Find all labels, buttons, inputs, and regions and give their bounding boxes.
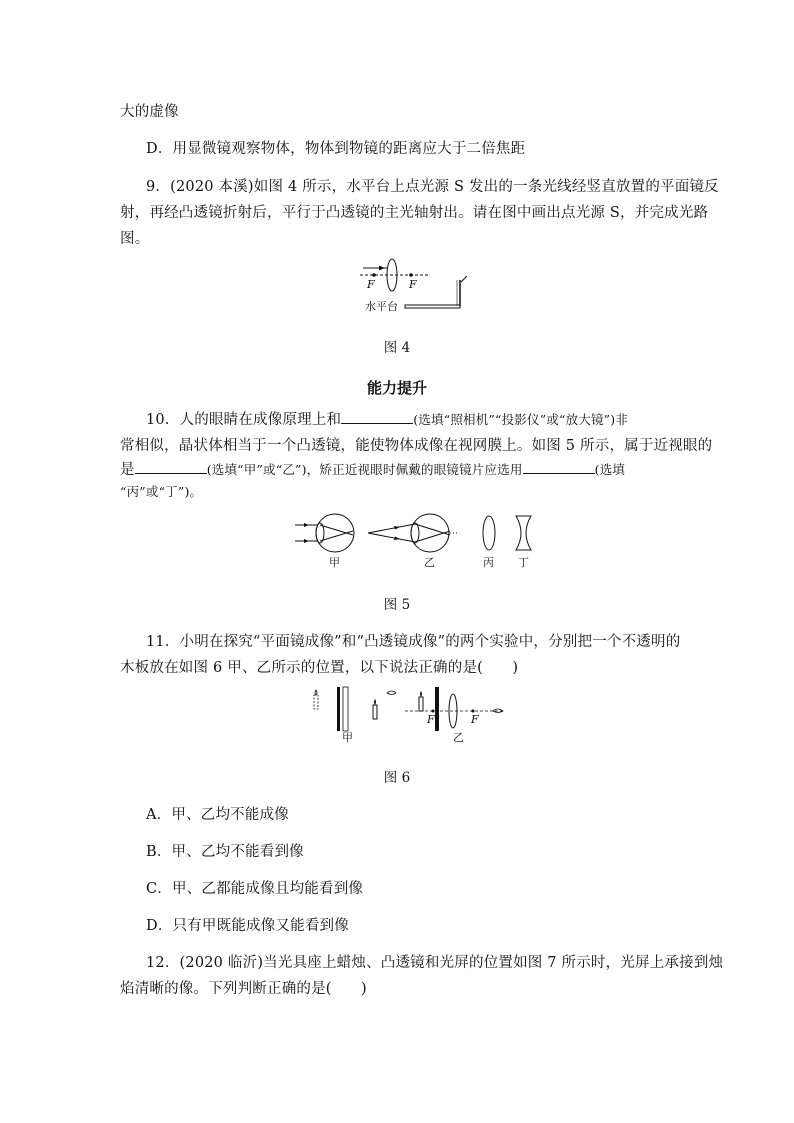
fig4-label-f2: F xyxy=(409,278,417,291)
fig6-label-yi: 乙 xyxy=(453,731,464,744)
fig5-label-jia: 甲 xyxy=(329,556,340,569)
section-heading: 能力提升 xyxy=(366,379,427,397)
mirror-hatch-mark xyxy=(461,276,467,282)
fig5-label-yi: 乙 xyxy=(424,556,435,569)
horizontal-table-shape xyxy=(405,305,460,308)
plane-mirror-shape xyxy=(337,687,340,731)
q11-option-d[interactable]: D．只有甲既能成像又能看到像 xyxy=(146,918,349,934)
answer-blank-3[interactable] xyxy=(523,461,595,474)
ray-line xyxy=(368,533,415,542)
fig6-label-f2: F xyxy=(471,713,479,726)
q11-line1: 11．小明在探究“平面镜成像”和“凸透镜成像”的两个实验中，分别把一个不透明的 xyxy=(146,634,681,650)
convex-lens-bing-shape xyxy=(483,516,495,550)
eye-icon xyxy=(387,691,396,695)
flame-icon xyxy=(420,691,422,697)
virtual-candle-shape xyxy=(314,695,318,709)
ray-arrow-icon xyxy=(304,523,309,527)
fig4-label-table: 水平台 xyxy=(365,300,398,313)
q8-tail: 大的虚像 xyxy=(120,104,179,120)
fig5-label-bing: 丙 xyxy=(483,556,494,569)
ray-arrow-icon xyxy=(304,539,309,543)
ray-line xyxy=(320,531,353,541)
q9-line3: 图。 xyxy=(120,231,150,247)
ray-line xyxy=(415,531,450,542)
fig4-label-f1: F xyxy=(367,278,375,291)
q11-option-a[interactable]: A．甲、乙均不能成像 xyxy=(146,807,289,823)
q10-line1b: (选填“照相机”“投影仪”或“放大镜”)非 xyxy=(413,412,629,427)
eye-yi-lens-shape xyxy=(411,523,419,543)
q10-line3c: (选填 xyxy=(594,462,626,477)
q9-line2: 射，再经凸透镜折射后，平行于凸透镜的主光轴射出。请在图中画出点光源 S，并完成光路 xyxy=(120,205,709,221)
ray-line xyxy=(415,524,450,535)
wood-board-shape xyxy=(435,687,439,731)
ray-line xyxy=(320,525,353,535)
q10-line3 xyxy=(120,458,625,479)
figure-6-caption: 图 6 xyxy=(383,770,411,786)
q11-line2: 木板放在如图 6 甲、乙所示的位置，以下说法正确的是( ) xyxy=(120,660,519,676)
figure-6 xyxy=(305,683,525,745)
q12-line2: 焰清晰的像。下列判断正确的是( ) xyxy=(120,981,367,997)
figure-4 xyxy=(355,258,475,318)
answer-blank-2[interactable] xyxy=(135,461,207,474)
figure-5 xyxy=(290,508,550,572)
fig6-label-jia: 甲 xyxy=(342,731,353,744)
q10-line4: “丙”或“丁”)。 xyxy=(120,484,203,499)
answer-blank-1[interactable] xyxy=(341,411,413,424)
flame-icon xyxy=(315,690,317,695)
q10-line1 xyxy=(146,408,628,429)
eye-jia-shape xyxy=(316,514,354,552)
ray-arrow-icon xyxy=(394,526,400,530)
q12-line1: 12．(2020 临沂)当光具座上蜡烛、凸透镜和光屏的位置如图 7 所示时，光屏上承接到烛 xyxy=(146,955,724,971)
focus-point-right xyxy=(409,273,413,277)
focus-point-left xyxy=(372,273,376,277)
figure-4-caption: 图 4 xyxy=(383,340,411,356)
candle-shape xyxy=(373,705,377,719)
flame-icon xyxy=(374,699,376,705)
q10-line3a: 是 xyxy=(120,462,135,478)
ray-arrow-icon xyxy=(394,537,400,541)
q9-line1: 9．(2020 本溪)如图 4 所示，水平台上点光源 S 发出的一条光线经竖直放置的平面镜反 xyxy=(146,179,719,195)
ray-arrow-icon xyxy=(379,266,385,271)
q10-line1a: 10．人的眼睛在成像原理上和 xyxy=(146,412,342,428)
q10-line3b: (选填“甲”或“乙”)，矫正近视眼时佩戴的眼镜镜片应选用 xyxy=(206,462,523,477)
ray-line xyxy=(368,524,415,533)
q8-option-d: D．用显微镜观察物体，物体到物镜的距离应大于二倍焦距 xyxy=(146,141,526,157)
q11-option-b[interactable]: B．甲、乙均不能看到像 xyxy=(146,844,304,860)
figure-5-caption: 图 5 xyxy=(383,597,411,613)
wood-board-shape xyxy=(343,687,348,731)
fig5-label-ding: 丁 xyxy=(518,556,529,569)
q11-option-c[interactable]: C．甲、乙都能成像且均能看到像 xyxy=(146,881,364,897)
concave-lens-ding-shape xyxy=(516,516,531,550)
candle-shape xyxy=(419,697,423,711)
fig6-label-f1: F xyxy=(427,713,435,726)
q10-line2: 常相似，晶状体相当于一个凸透镜，能使物体成像在视网膜上。如图 5 所示，属于近视眼的 xyxy=(120,438,713,454)
